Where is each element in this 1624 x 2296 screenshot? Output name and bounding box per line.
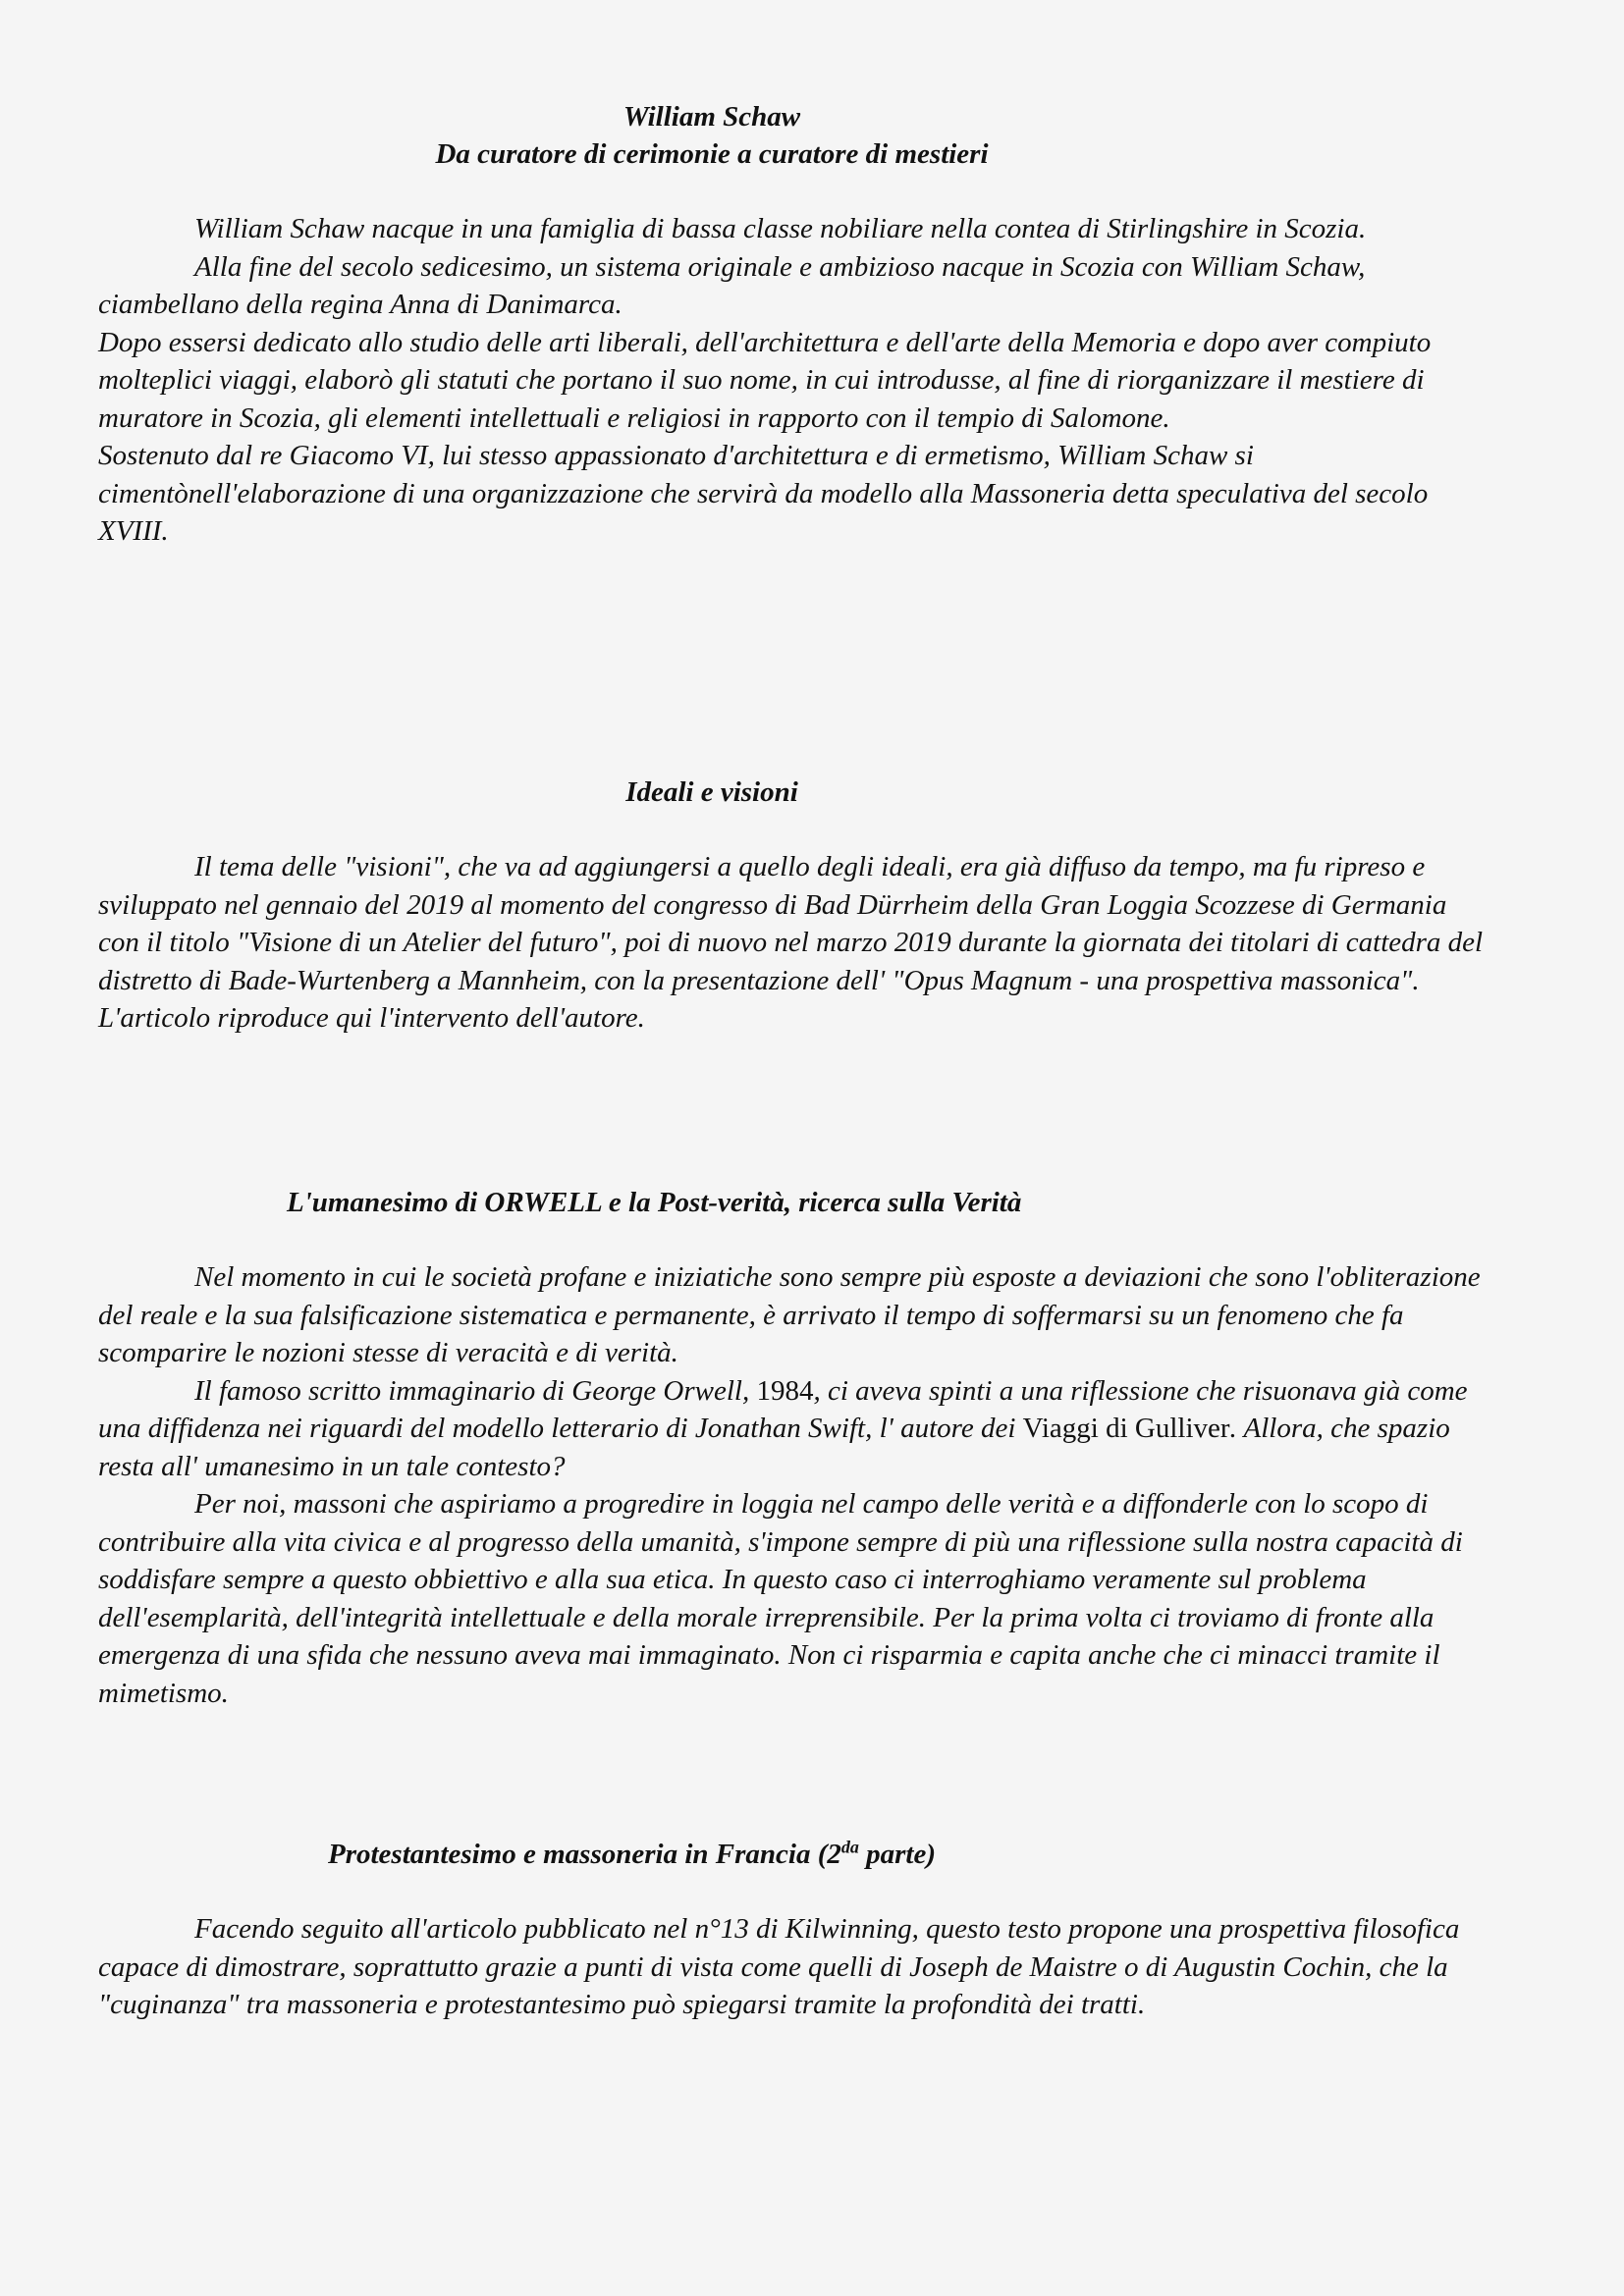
- book-title-1984: 1984: [756, 1374, 814, 1407]
- title-line-2: Da curatore di cerimonie a curatore di mestieri: [435, 138, 989, 170]
- paragraph: Sostenuto dal re Giacomo VI, lui stesso appassionato d'architettura e di ermetismo, William Schaw si cimentònell'elaborazione di una organizzazione che servirà da modello alla Massoneria detta speculativa del secolo XVIII.: [98, 440, 1429, 547]
- book-title-gulliver: Viaggi di Gulliver: [1022, 1413, 1230, 1444]
- title-line-1: William Schaw: [623, 101, 801, 133]
- text-run: . Allora, che spazio resta all' umanesimo in un tale contesto?: [98, 1413, 1450, 1482]
- section-title: L'umanesimo di ORWELL e la Post-verità, ricerca sulla Verità: [287, 1187, 1022, 1218]
- paragraph: Nel momento in cui le società profane e iniziatiche sono sempre più esposte a deviazioni che sono l'obliterazione del reale e la sua falsificazione sistematica e permanente, è arrivato il tempo di soffermarsi su un fenomeno che fa scomparire le nozioni stesse di veracità e di verità.: [98, 1261, 1481, 1368]
- paragraph: Dopo essersi dedicato allo studio delle arti liberali, dell'architettura e dell'arte della Memoria e dopo aver compiuto molteplici viaggi, elaborò gli statuti che portano il suo nome, in cui introdusse, al fine di riorganizzare il mestiere di muratore in Scozia, gli elementi intellettuali e religiosi in rapporto con il tempio di Salomone.: [98, 326, 1432, 434]
- title-main: Protestantesimo e massoneria in Francia (2: [328, 1839, 841, 1870]
- paragraph: Il tema delle "visioni", che va ad aggiungersi a quello degli ideali, era già diffuso da tempo, ma fu ripreso e sviluppato nel gennaio del 2019 al momento del congresso di Bad Dürrheim della Gran Loggia Scozzese di Germania con il titolo "Visione di un Atelier del futuro", poi di nuovo nel marzo 2019 durante la giornata dei titolari di cattedra del distretto di Bade-Wurtenberg a Mannheim, con la presentazione dell' "Opus Magnum - una prospettiva massonica". L'articolo riproduce qui l'intervento dell'autore.: [98, 851, 1484, 1034]
- title-end: parte): [858, 1839, 936, 1870]
- section-william-schaw: [98, 98, 1492, 551]
- section-title: Ideali e visioni: [625, 776, 798, 808]
- paragraph: Facendo seguito all'articolo pubblicato nel n°13 di Kilwinning, questo testo propone una prospettiva filosofica capace di dimostrare, soprattutto grazie a punti di vista come quelli di Joseph de Maistre o di Augustin Cochin, che la "cuginanza" tra massoneria e protestantesimo può spiegarsi tramite la profondità dei tratti.: [98, 1913, 1460, 2020]
- paragraph: Alla fine del secolo sedicesimo, un sistema originale e ambizioso nacque in Scozia con William Schaw, ciambellano della regina Anna di Danimarca.: [98, 250, 1366, 320]
- section-body: [98, 848, 1492, 1038]
- paragraph: Per noi, massoni che aspiriamo a progredire in loggia nel campo delle verità e a diffonderle con lo scopo di contribuire alla vita civica e al progresso della umanità, s'impone sempre di più una riflessione sulla nostra capacità di soddisfare sempre a questo obbiettivo e alla sua etica. In questo caso ci interroghiamo veramente sul problema dell'esemplarità, dell'integrità intellettuale e della morale irreprensibile. Per la prima volta ci troviamo di fronte alla emergenza di una sfida che nessuno aveva mai immaginato. Non ci risparmia e capita anche che ci minacci tramite il mimetismo.: [98, 1488, 1463, 1709]
- section-orwell: [98, 1184, 1492, 1712]
- section-body: [98, 1910, 1492, 2024]
- text-run: , ci aveva spinti a una riflessione che risuonava già come una diffidenza nei riguardi del modello letterario di Jonathan Swift, l' autore dei: [98, 1374, 1468, 1444]
- text-run: Il famoso scritto immaginario di George Orwell,: [194, 1374, 757, 1407]
- paragraph: William Schaw nacque in una famiglia di bassa classe nobiliare nella contea di Stirlingshire in Scozia.: [194, 213, 1367, 244]
- section-body: [98, 210, 1492, 551]
- section-ideali-visioni: [98, 774, 1492, 1038]
- section-body: [98, 1258, 1492, 1712]
- paragraph-orwell: [98, 1372, 1492, 1486]
- title-superscript: da: [840, 1837, 859, 1857]
- section-title: [98, 1836, 1492, 1873]
- section-protestantesimo: [98, 1836, 1492, 2024]
- section-title: [98, 98, 1326, 173]
